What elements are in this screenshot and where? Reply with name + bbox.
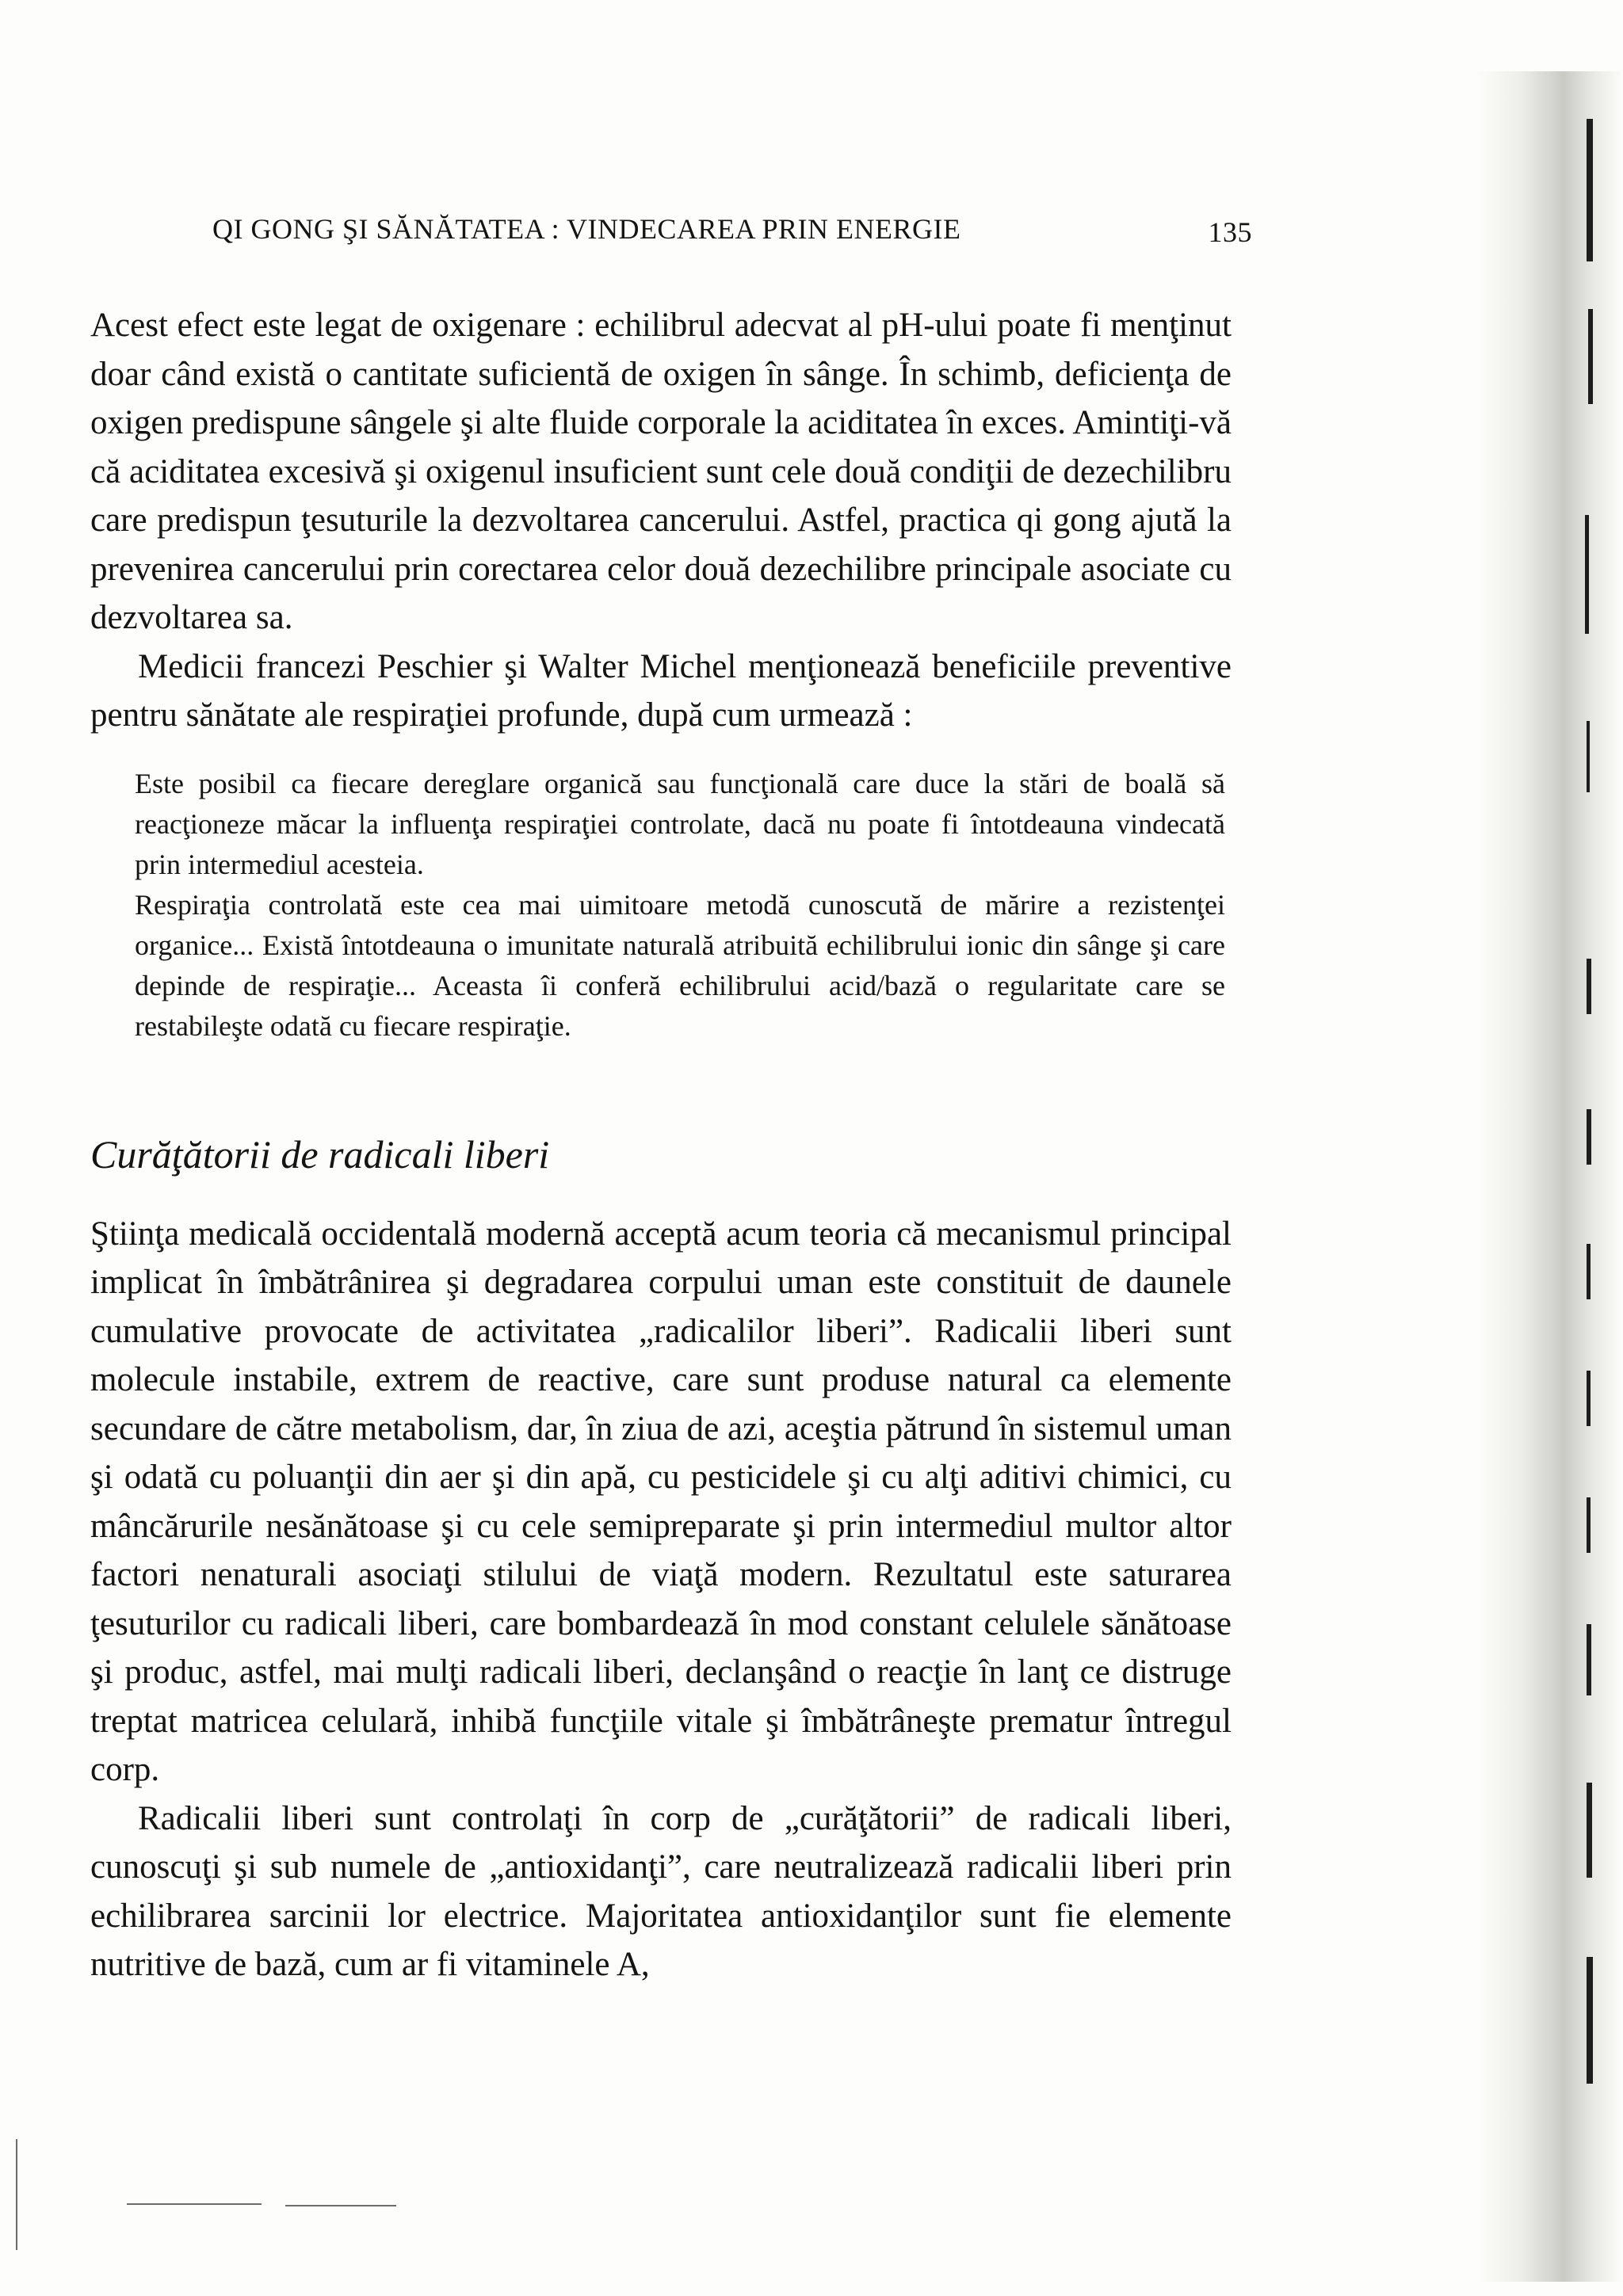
quote-paragraph: Respiraţia controlată este cea mai uimitoare metodă cunoscută de mărire a rezistenţei organice... Există întotdeauna o imunitate naturală atribuită echilibrului ionic din sânge şi care depinde de respiraţie... Aceasta îi conferă echilibrului acid/bază o regularitate care se restabileşte odată cu fiecare respiraţie. bbox=[135, 888, 1225, 1042]
scan-artifact-line bbox=[127, 2203, 262, 2205]
scan-edge-mark bbox=[1587, 959, 1591, 1014]
scan-edge-mark bbox=[1585, 515, 1589, 634]
body-paragraph: Medicii francezi Peschier şi Walter Michel menţionează beneficiile preventive pentru sănătate ale respiraţiei profunde, după cum urmează : bbox=[90, 647, 1232, 734]
scan-shadow-edge bbox=[1476, 71, 1623, 2282]
running-header-title: QI GONG ŞI SĂNĂTATEA : VINDECAREA PRIN ENERGIE bbox=[212, 213, 961, 245]
scan-edge-mark bbox=[1587, 1371, 1591, 1426]
body-paragraph: Acest efect este legat de oxigenare : echilibrul adecvat al pH-ului poate fi menţinut doar când există o cantitate suficientă de oxigen în sânge. În schimb, deficienţa de oxigen predispune sângele şi alte fluide corporale la aciditatea în exces. Amintiţi-vă că aciditatea excesivă şi oxigenul insuficient sunt cele două condiţii de dezechilibru care predispun ţesuturile la dezvoltarea cancerului. Astfel, practica qi gong ajută la prevenirea cancerului prin corectarea celor două dezechilibre principale asociate cu dezvoltarea sa. bbox=[90, 307, 1232, 636]
page-number: 135 bbox=[1208, 216, 1252, 248]
scan-edge-mark bbox=[1587, 1244, 1591, 1299]
scan-edge-mark bbox=[1587, 721, 1590, 792]
scan-edge-mark bbox=[1587, 1957, 1593, 2084]
scan-artifact-line bbox=[16, 2139, 17, 2250]
body-paragraph: Ştiinţa medicală occidentală modernă acceptă acum teoria că mecanismul principal implicat în îmbătrânirea şi degradarea corpului uman este constituit de daunele cumulative provocate de activitatea „radicalilor liberi”. Radicalii liberi sunt molecule instabile, extrem de reactive, care sunt produse natural ca elemente secundare de către metabolism, dar, în ziua de azi, aceştia pătrund în sistemul uman şi odată cu poluanţii din aer şi din apă, cu pesticidele şi cu alţi aditivi chimici, cu mâncărurile nesănătoase şi cu cele semipreparate şi prin intermediul multor altor factori nenaturali asociaţi stilului de viaţă modern. Rezultatul este saturarea ţesuturilor cu radicali liberi, care bombardează în mod constant celulele sănătoase şi produc, astfel, mai mulţi radicali liberi, declanşând o reacţie în lanţ ce distruge treptat matricea celulară, inhibă funcţiile vitale şi îmbătrâneşte prematur întregul corp. bbox=[90, 1215, 1232, 1788]
page-content bbox=[90, 301, 1232, 1989]
body-paragraph: Radicalii liberi sunt controlaţi în corp de „curăţătorii” de radicali liberi, cunoscuţi şi sub numele de „antioxidanţi”, care neutralizează radicalii liberi prin echilibrarea sarcinii lor electrice. Majoritatea antioxidanţilor sunt fie elemente nutritive de bază, cum ar fi vitaminele A, bbox=[90, 1799, 1232, 1983]
scan-edge-mark bbox=[1587, 119, 1593, 261]
section-heading: Curăţătorii de radicali liberi bbox=[90, 1131, 550, 1177]
running-header bbox=[212, 212, 1252, 252]
scan-edge-mark bbox=[1588, 309, 1593, 404]
scan-edge-mark bbox=[1587, 1624, 1591, 1695]
scan-edge-mark bbox=[1587, 1497, 1591, 1553]
scan-edge-mark bbox=[1587, 1109, 1591, 1165]
quote-paragraph: Este posibil ca fiecare dereglare organică sau funcţională care duce la stări de boală să reacţioneze măcar la influenţa respiraţiei controlate, dacă nu poate fi întotdeauna vindecată prin intermediul acesteia. bbox=[135, 767, 1225, 880]
block-quote bbox=[135, 764, 1225, 1047]
scan-edge-mark bbox=[1587, 1783, 1592, 1878]
scan-artifact-line bbox=[285, 2205, 396, 2206]
